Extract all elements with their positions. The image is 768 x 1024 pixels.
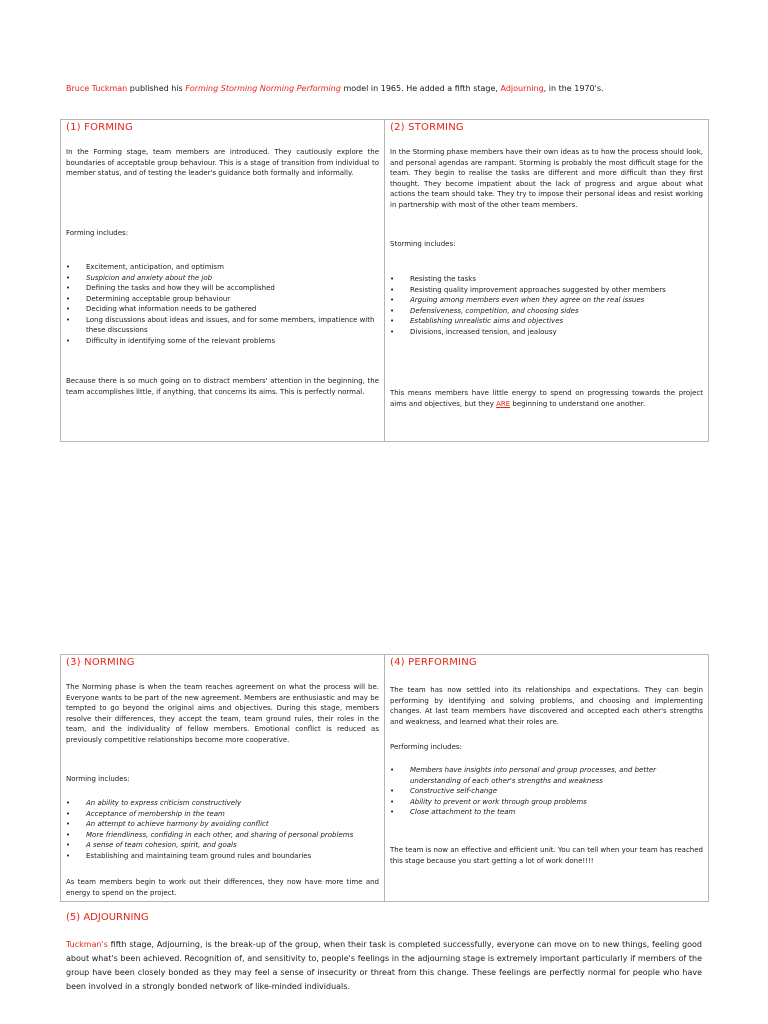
list-item: • Divisions, increased tension, and jealousy bbox=[390, 327, 703, 338]
intro-text-3: , in the 1970's. bbox=[543, 84, 604, 93]
forming-includes-label: Forming includes: bbox=[66, 229, 129, 237]
list-item: • Excitement, anticipation, and optimism bbox=[66, 262, 379, 273]
norming-list bbox=[66, 798, 379, 861]
storming-list bbox=[390, 274, 703, 337]
intro-text-2: model in 1965. He added a fifth stage, bbox=[340, 84, 501, 93]
forming-title: (1) FORMING bbox=[66, 122, 133, 133]
forming-storming-table bbox=[60, 119, 709, 442]
adjourning-text: fifth stage, Adjourning, is the break-up of the group, when their task is completed successfully, everyone can move on to new things, feeling good about what's been achieved. Recognition of, and sensitivity to, people's feelings in the adjourning stage is extremely important particularly if members of the group have been closely bonded as they may feel a sense of insecurity or threat from this change. These feelings are perfectly normal for people who have been involved in a strongly bonded network of like-minded individuals. bbox=[66, 940, 702, 991]
storming-paragraph: In the Storming phase members have their own ideas as to how the process should look, and personal agendas are rampant. Storming is probably the most difficult stage for the team. They begin to realise the tasks are different and more difficult than they first thought. They become impatient about the lack of progress and argue about what actions the team should take. They try to impose their personal ideas and resist working in partnership with most of the other team members. bbox=[390, 148, 703, 209]
storming-cell bbox=[385, 120, 709, 442]
list-item: • Resisting quality improvement approaches suggested by other members bbox=[390, 285, 703, 296]
forming-cell bbox=[61, 120, 385, 442]
list-item: • Deciding what information needs to be gathered bbox=[66, 304, 379, 315]
list-item: • Constructive self-change bbox=[390, 786, 703, 797]
model-name: Forming Storming Norming Performing bbox=[185, 84, 341, 93]
list-item: • Determining acceptable group behaviour bbox=[66, 294, 379, 305]
tuckman-name: Tuckman's bbox=[66, 940, 108, 949]
intro-line bbox=[66, 84, 726, 94]
list-item: • An ability to express criticism constructively bbox=[66, 798, 379, 809]
storming-title: (2) STORMING bbox=[390, 122, 464, 133]
list-item: • Long discussions about ideas and issues, and for some members, impatience with these discussions bbox=[66, 315, 379, 336]
storming-closing: This means members have little energy to spend on progressing towards the project aims and objectives, but they ARE beginning to understand one another. bbox=[390, 389, 703, 408]
list-item: • Ability to prevent or work through group problems bbox=[390, 797, 703, 808]
list-item: • Establishing and maintaining team ground rules and boundaries bbox=[66, 851, 379, 862]
list-item: • Arguing among members even when they agree on the real issues bbox=[390, 295, 703, 306]
list-item: • Defining the tasks and how they will be accomplished bbox=[66, 283, 379, 294]
forming-closing: Because there is so much going on to distract members' attention in the beginning, the team accomplishes little, if anything, that concerns its aims. This is perfectly normal. bbox=[66, 377, 379, 396]
norming-performing-table bbox=[60, 654, 709, 902]
list-item: • Close attachment to the team bbox=[390, 807, 703, 818]
list-item: • Members have insights into personal and group processes, and better understanding of each other's strengths and weakness bbox=[390, 765, 703, 786]
performing-cell bbox=[385, 655, 709, 902]
performing-title: (4) PERFORMING bbox=[390, 657, 477, 668]
author-name: Bruce Tuckman bbox=[66, 84, 128, 93]
norming-closing: As team members begin to work out their differences, they now have more time and energy to spend on the project. bbox=[66, 878, 379, 897]
list-item: • Resisting the tasks bbox=[390, 274, 703, 285]
performing-list bbox=[390, 765, 703, 818]
norming-includes-label: Norming includes: bbox=[66, 775, 130, 783]
performing-includes-label: Performing includes: bbox=[390, 743, 462, 751]
adjourning-paragraph bbox=[66, 938, 702, 994]
performing-closing: The team is now an effective and efficient unit. You can tell when your team has reached this stage because you start getting a lot of work done!!!! bbox=[390, 846, 703, 865]
are-emphasis: ARE bbox=[496, 399, 511, 408]
list-item: • Difficulty in identifying some of the relevant problems bbox=[66, 336, 379, 347]
norming-paragraph: The Norming phase is when the team reaches agreement on what the process will be. Everyone wants to be part of the new agreement. Members are enthusiastic and may be tempted to go beyond the original aims and objectives. During this stage, members resolve their differences, they accept the team, team ground rules, their roles in the team, and the individuality of fellow members. Emotional conflict is reduced as previously competitive relationships become more cooperative. bbox=[66, 683, 379, 744]
performing-paragraph: The team has now settled into its relationships and expectations. They can begin performing by identifying and solving problems, and choosing and implementing changes. At last team members have discovered and accepted each other's strengths and weakness, and learned what their roles are. bbox=[390, 686, 703, 726]
list-item: • A sense of team cohesion, spirit, and goals bbox=[66, 840, 379, 851]
list-item: • Defensiveness, competition, and choosing sides bbox=[390, 306, 703, 317]
list-item: • Suspicion and anxiety about the job bbox=[66, 273, 379, 284]
norming-cell bbox=[61, 655, 385, 902]
forming-list bbox=[66, 262, 379, 346]
norming-title: (3) NORMING bbox=[66, 657, 135, 668]
list-item: • An attempt to achieve harmony by avoiding conflict bbox=[66, 819, 379, 830]
list-item: • More friendliness, confiding in each other, and sharing of personal problems bbox=[66, 830, 379, 841]
forming-paragraph: In the Forming stage, team members are introduced. They cautiously explore the boundaries of acceptable group behaviour. This is a stage of transition from individual to member status, and of testing the leader's guidance both formally and informally. bbox=[66, 148, 379, 177]
adjourning-word: Adjourning bbox=[500, 84, 544, 93]
list-item: • Acceptance of membership in the team bbox=[66, 809, 379, 820]
adjourning-title: (5) ADJOURNING bbox=[66, 912, 149, 923]
list-item: • Establishing unrealistic aims and objectives bbox=[390, 316, 703, 327]
intro-text-1: published his bbox=[127, 84, 186, 93]
storming-includes-label: Storming includes: bbox=[390, 240, 456, 248]
